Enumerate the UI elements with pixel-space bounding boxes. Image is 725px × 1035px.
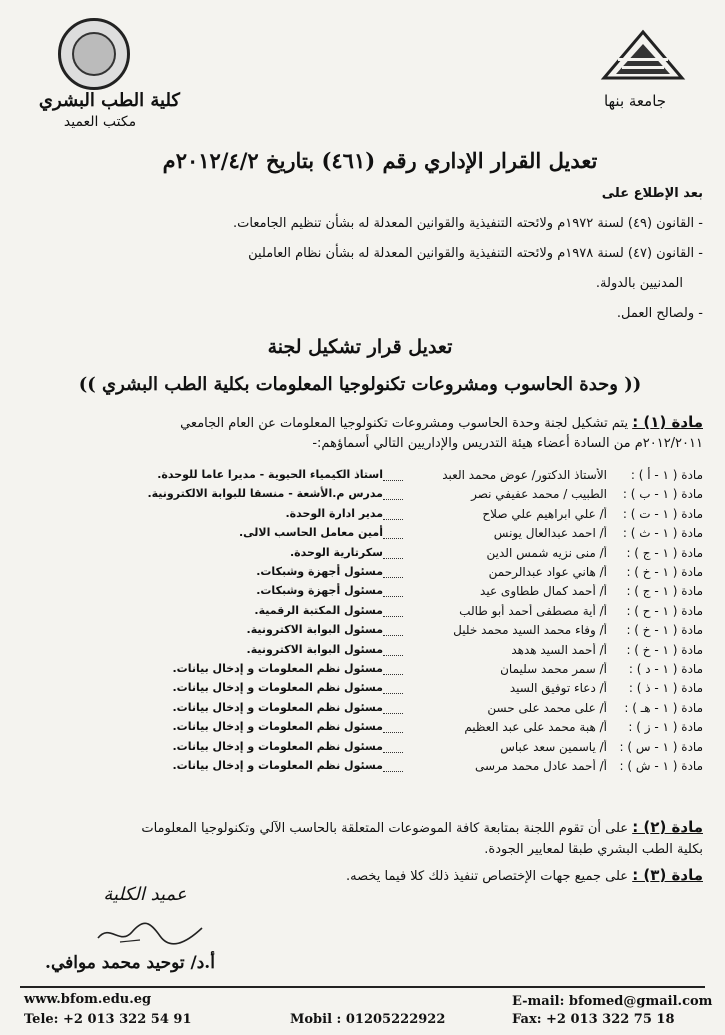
university-name: جامعة بنها xyxy=(603,92,667,110)
member-role: أمين معامل الحاسب الالى. xyxy=(238,526,383,540)
member-article-code: مادة ( ١ - ث ) : xyxy=(622,526,703,541)
article-1-text-1: يتم تشكيل لجنة وحدة الحاسوب ومشروعات تكنولوجيا المعلومات عن العام الجامعي xyxy=(180,416,629,431)
leader-dots xyxy=(383,674,403,675)
member-article-code: مادة ( ١ - ت ) : xyxy=(622,506,703,521)
dean-name: أ.د/ توحيد محمد موافي. xyxy=(45,953,215,973)
footer-website[interactable]: www.bfom.edu.eg xyxy=(24,992,152,1007)
subtitle-unit: (( وحدة الحاسوب ومشروعات تكنولوجيا المعلومات بكلية الطب البشري )) xyxy=(78,374,642,395)
article-1-line-1 xyxy=(180,413,703,431)
member-row xyxy=(83,468,703,486)
member-row xyxy=(83,546,703,564)
footer-divider xyxy=(20,986,705,988)
member-name: أ/ دعاء توفيق السيد xyxy=(509,681,607,696)
member-role: مسئول البوابة الاكترونية. xyxy=(246,642,383,656)
member-article-code: مادة ( ١ - س ) : xyxy=(619,739,703,754)
leader-dots xyxy=(383,713,403,714)
member-row xyxy=(83,487,703,505)
article-3-line xyxy=(346,866,703,884)
article-3-text: على جميع جهات الإختصاص تنفيذ ذلك كلا فيما يخصه. xyxy=(346,869,629,884)
member-row xyxy=(83,584,703,602)
dean-signature-icon xyxy=(90,918,210,948)
member-role: مسئول أجهزة وشبكات. xyxy=(256,584,383,598)
member-article-code: مادة ( ١ - هـ ) : xyxy=(624,700,703,715)
leader-dots xyxy=(383,577,403,578)
member-name: أ/ وفاء محمد السيد محمد خليل xyxy=(453,623,607,638)
article-2-text-2: بكلية الطب البشري طبقا لمعايير الجودة. xyxy=(484,842,703,857)
member-row xyxy=(83,740,703,758)
law-line-3: المدنيين بالدولة. xyxy=(595,276,683,291)
footer-mobile: Mobil : 01205222922 xyxy=(290,1012,446,1027)
leader-dots xyxy=(383,693,403,694)
member-name: أ/ أحمد كمال ططاوى عيد xyxy=(480,584,607,599)
law-line-2: - القانون (٤٧) لسنة ١٩٧٨م ولائحته التنفيذية والقوانين المعدلة له بشأن نظام العاملين xyxy=(248,246,703,261)
member-name: أ/ على محمد على حسن xyxy=(487,700,607,715)
law-line-1: - القانون (٤٩) لسنة ١٩٧٢م ولائحته التنفيذية والقوانين المعدلة له بشأن تنظيم الجامعات. xyxy=(233,216,703,231)
member-row xyxy=(83,681,703,699)
leader-dots xyxy=(383,635,403,636)
member-article-code: مادة ( ١ - خ ) : xyxy=(626,623,703,638)
member-article-code: مادة ( ١ - ذ ) : xyxy=(628,681,703,696)
member-row xyxy=(83,720,703,738)
footer-fax: Fax: +2 013 322 75 18 xyxy=(512,1012,675,1027)
member-name: أ/ منى نزيه شمس الدين xyxy=(486,545,607,560)
document-title: تعديل القرار الإداري رقم (٤٦١) بتاريخ ٢٠١٢/٤/٢م xyxy=(162,148,598,173)
article-1-text-2: ٢٠١٢/٢٠١١م من السادة أعضاء هيئة التدريس والإداريين التالي أسماؤهم:- xyxy=(312,436,703,451)
faculty-seal-logo xyxy=(58,18,130,90)
article-1-label: مادة (١) : xyxy=(632,413,703,431)
leader-dots xyxy=(383,519,403,520)
subtitle-committee: تعديل قرار تشكيل لجنة xyxy=(267,336,453,358)
leader-dots xyxy=(383,538,403,539)
leader-dots xyxy=(383,596,403,597)
member-role: مسئول أجهزة وشبكات. xyxy=(256,565,383,578)
member-row xyxy=(83,526,703,544)
member-row xyxy=(83,701,703,719)
member-name: أ/ هبة محمد على عبد العظيم xyxy=(464,720,607,735)
member-role: مسئول نظم المعلومات و إدخال بيانات. xyxy=(172,681,383,695)
member-article-code: مادة ( ١ - د ) : xyxy=(628,662,703,676)
article-2-line-1 xyxy=(141,818,703,836)
member-role: مدير ادارة الوحدة. xyxy=(285,506,383,520)
intro-text: بعد الإطلاع على xyxy=(601,186,703,201)
member-name: الأستاذ الدكتور/ عوض محمد العبد xyxy=(442,468,607,482)
leader-dots xyxy=(383,616,403,617)
member-row xyxy=(83,643,703,661)
member-name: أ/ هاني عواد عبدالرحمن xyxy=(488,565,607,579)
member-article-code: مادة ( ١ - ش ) : xyxy=(619,759,703,773)
member-article-code: مادة ( ١ - ز ) : xyxy=(628,720,703,735)
leader-dots xyxy=(383,752,403,753)
member-article-code: مادة ( ١ - خ ) : xyxy=(626,565,703,579)
member-role: مسئول المكتبة الرقمية. xyxy=(254,603,383,617)
member-name: أ/ أحمد السيد هدهد xyxy=(511,642,607,657)
member-name: الطبيب / محمد عفيفي نصر xyxy=(471,487,607,502)
article-2-label: مادة (٢) : xyxy=(632,818,703,836)
leader-dots xyxy=(383,655,403,656)
member-row xyxy=(83,604,703,622)
member-name: أ/ علي ابراهيم علي صلاح xyxy=(482,506,607,521)
footer-email[interactable]: E-mail: bfomed@gmail.com xyxy=(512,994,713,1009)
leader-dots xyxy=(383,499,403,500)
member-role: مسئول نظم المعلومات و إدخال بيانات. xyxy=(172,662,383,675)
member-article-code: مادة ( ١ - ج ) : xyxy=(626,545,703,560)
office-name: مكتب العميد xyxy=(63,114,137,130)
member-name: أ/ أحمد عادل محمد مرسى xyxy=(474,759,607,773)
member-row xyxy=(83,623,703,641)
dean-title: عميد الكلية xyxy=(103,884,187,905)
faculty-name: كلية الطب البشري xyxy=(38,90,180,111)
footer-tel: Tele: +2 013 322 54 91 xyxy=(24,1012,192,1027)
article-3-label: مادة (٣) : xyxy=(632,866,703,884)
member-role: مسئول نظم المعلومات و إدخال بيانات. xyxy=(172,759,383,772)
member-article-code: مادة ( ١ - خ ) : xyxy=(626,642,703,657)
leader-dots xyxy=(383,732,403,733)
leader-dots xyxy=(383,771,403,772)
member-name: أ/ احمد عبدالعال يونس xyxy=(493,526,607,541)
member-row xyxy=(83,662,703,680)
university-logo-icon xyxy=(598,28,688,84)
member-article-code: مادة ( ١ - ب ) : xyxy=(622,487,703,502)
leader-dots xyxy=(383,558,403,559)
member-role: مسئول نظم المعلومات و إدخال بيانات. xyxy=(172,739,383,753)
member-row xyxy=(83,507,703,525)
member-name: أ/ سمر محمد سليمان xyxy=(500,662,607,676)
member-role: مسئول البوابة الاكترونية. xyxy=(246,623,383,637)
member-article-code: مادة ( ١ - أ ) : xyxy=(630,468,703,482)
member-role: سكرتارية الوحدة. xyxy=(289,545,383,559)
member-role: مسئول نظم المعلومات و إدخال بيانات. xyxy=(172,700,383,714)
member-role: مسئول نظم المعلومات و إدخال بيانات. xyxy=(172,720,383,734)
member-role: استاذ الكيمياء الحيوية - مديرا عاما للوحدة. xyxy=(157,468,383,481)
law-line-4: - ولصالح العمل. xyxy=(616,306,703,321)
member-name: أ/ ياسمين سعد عباس xyxy=(500,739,607,754)
article-2-text-1: على أن تقوم اللجنة بمتابعة كافة الموضوعات المتعلقة بالحاسب الآلي وتكنولوجيا المعلومات xyxy=(141,821,629,836)
member-row xyxy=(83,565,703,583)
leader-dots xyxy=(383,480,403,481)
member-name: أ/ أية مصطفى أحمد أبو طالب xyxy=(459,603,607,618)
member-article-code: مادة ( ١ - ح ) : xyxy=(626,603,703,618)
member-article-code: مادة ( ١ - ج ) : xyxy=(626,584,703,599)
member-row xyxy=(83,759,703,777)
member-role: مدرس م.الأشعة - منسقا للبوابة الالكترونية. xyxy=(147,487,383,501)
